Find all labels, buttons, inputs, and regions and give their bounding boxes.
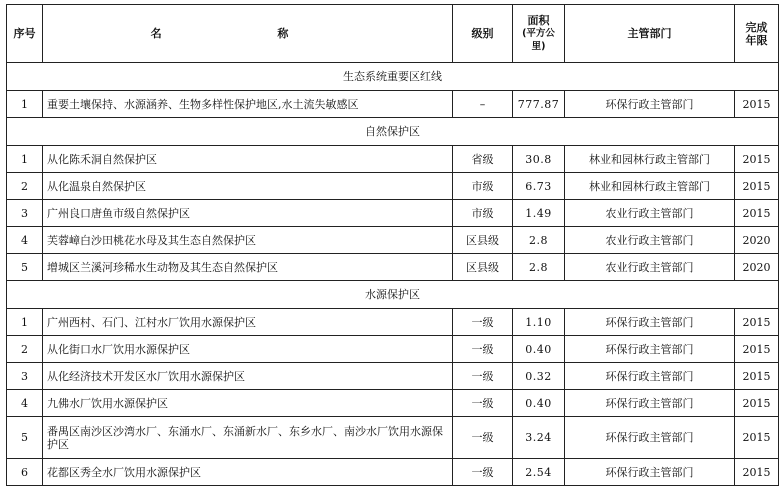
row-name: 从化陈禾洞自然保护区	[43, 146, 453, 173]
header-year	[735, 5, 779, 63]
row-index: 5	[7, 254, 43, 281]
row-year: 2020	[735, 254, 779, 281]
header-area-line2: (平方公里)	[522, 28, 555, 52]
section-header-row	[7, 281, 779, 309]
row-name: 花都区秀全水厂饮用水源保护区	[43, 459, 453, 486]
row-area: 3.24	[513, 417, 565, 459]
row-dept: 农业行政主管部门	[565, 227, 735, 254]
row-area: 2.8	[513, 254, 565, 281]
header-name-text: 名 称	[150, 27, 345, 40]
row-year: 2015	[735, 336, 779, 363]
row-year: 2015	[735, 200, 779, 227]
row-area: 1.49	[513, 200, 565, 227]
row-year: 2015	[735, 363, 779, 390]
row-year: 2015	[735, 91, 779, 118]
header-area	[513, 5, 565, 63]
row-area: 0.40	[513, 336, 565, 363]
row-dept: 环保行政主管部门	[565, 309, 735, 336]
table-row	[7, 173, 779, 200]
row-index: 3	[7, 200, 43, 227]
row-name: 从化经济技术开发区水厂饮用水源保护区	[43, 363, 453, 390]
row-name: 重要土壤保持、水源涵养、生物多样性保护地区,水土流失敏感区	[43, 91, 453, 118]
row-index: 6	[7, 459, 43, 486]
protected-areas-table	[6, 4, 779, 486]
row-level: 一级	[453, 309, 513, 336]
row-dept: 环保行政主管部门	[565, 336, 735, 363]
row-level: 区县级	[453, 227, 513, 254]
row-level: 一级	[453, 459, 513, 486]
row-dept: 环保行政主管部门	[565, 363, 735, 390]
header-index: 序号	[7, 5, 43, 63]
row-area: 1.10	[513, 309, 565, 336]
row-dept: 农业行政主管部门	[565, 200, 735, 227]
row-level: 区县级	[453, 254, 513, 281]
header-name	[43, 5, 453, 63]
row-dept: 环保行政主管部门	[565, 417, 735, 459]
row-level: 一级	[453, 390, 513, 417]
header-year-line2: 年限	[745, 33, 768, 47]
row-name: 从化温泉自然保护区	[43, 173, 453, 200]
row-dept: 环保行政主管部门	[565, 459, 735, 486]
row-year: 2015	[735, 459, 779, 486]
row-level: 一级	[453, 417, 513, 459]
row-year: 2015	[735, 390, 779, 417]
row-name: 增城区兰溪河珍稀水生动物及其生态自然保护区	[43, 254, 453, 281]
row-area: 2.54	[513, 459, 565, 486]
row-name: 九佛水厂饮用水源保护区	[43, 390, 453, 417]
table-body	[7, 63, 779, 486]
row-level: 市级	[453, 173, 513, 200]
section-title: 水源保护区	[7, 281, 779, 309]
row-dept: 环保行政主管部门	[565, 390, 735, 417]
row-index: 2	[7, 173, 43, 200]
row-dept: 林业和园林行政主管部门	[565, 173, 735, 200]
row-index: 1	[7, 91, 43, 118]
row-area: 777.87	[513, 91, 565, 118]
header-year-line1: 完成	[745, 20, 768, 34]
row-index: 1	[7, 146, 43, 173]
row-name: 从化街口水厂饮用水源保护区	[43, 336, 453, 363]
row-name: 广州良口唐鱼市级自然保护区	[43, 200, 453, 227]
table-row	[7, 146, 779, 173]
table-row	[7, 390, 779, 417]
row-level: –	[453, 91, 513, 118]
row-year: 2015	[735, 309, 779, 336]
row-level: 省级	[453, 146, 513, 173]
header-row	[7, 5, 779, 63]
section-title: 生态系统重要区红线	[7, 63, 779, 91]
protected-areas-table-wrapper	[6, 4, 779, 486]
header-level: 级别	[453, 5, 513, 63]
section-header-row	[7, 63, 779, 91]
row-level: 一级	[453, 363, 513, 390]
row-index: 2	[7, 336, 43, 363]
row-level: 市级	[453, 200, 513, 227]
header-dept: 主管部门	[565, 5, 735, 63]
table-row	[7, 417, 779, 459]
row-area: 6.73	[513, 173, 565, 200]
row-dept: 林业和园林行政主管部门	[565, 146, 735, 173]
header-area-line1: 面积	[527, 14, 550, 27]
row-area: 0.40	[513, 390, 565, 417]
table-row	[7, 309, 779, 336]
row-index: 5	[7, 417, 43, 459]
table-row	[7, 227, 779, 254]
row-year: 2015	[735, 417, 779, 459]
row-name: 广州西村、石门、江村水厂饮用水源保护区	[43, 309, 453, 336]
row-index: 4	[7, 390, 43, 417]
row-area: 0.32	[513, 363, 565, 390]
row-index: 1	[7, 309, 43, 336]
row-area: 2.8	[513, 227, 565, 254]
row-name: 番禺区南沙区沙湾水厂、东涌水厂、东涌新水厂、东乡水厂、南沙水厂饮用水源保护区	[43, 417, 453, 459]
row-dept: 农业行政主管部门	[565, 254, 735, 281]
table-row	[7, 91, 779, 118]
table-row	[7, 363, 779, 390]
row-year: 2015	[735, 173, 779, 200]
section-header-row	[7, 118, 779, 146]
row-area: 30.8	[513, 146, 565, 173]
row-name: 芙蓉嶂白沙田桃花水母及其生态自然保护区	[43, 227, 453, 254]
row-level: 一级	[453, 336, 513, 363]
table-row	[7, 336, 779, 363]
table-row	[7, 459, 779, 486]
table-row	[7, 254, 779, 281]
section-title: 自然保护区	[7, 118, 779, 146]
row-year: 2020	[735, 227, 779, 254]
row-index: 4	[7, 227, 43, 254]
row-index: 3	[7, 363, 43, 390]
row-year: 2015	[735, 146, 779, 173]
row-dept: 环保行政主管部门	[565, 91, 735, 118]
table-row	[7, 200, 779, 227]
